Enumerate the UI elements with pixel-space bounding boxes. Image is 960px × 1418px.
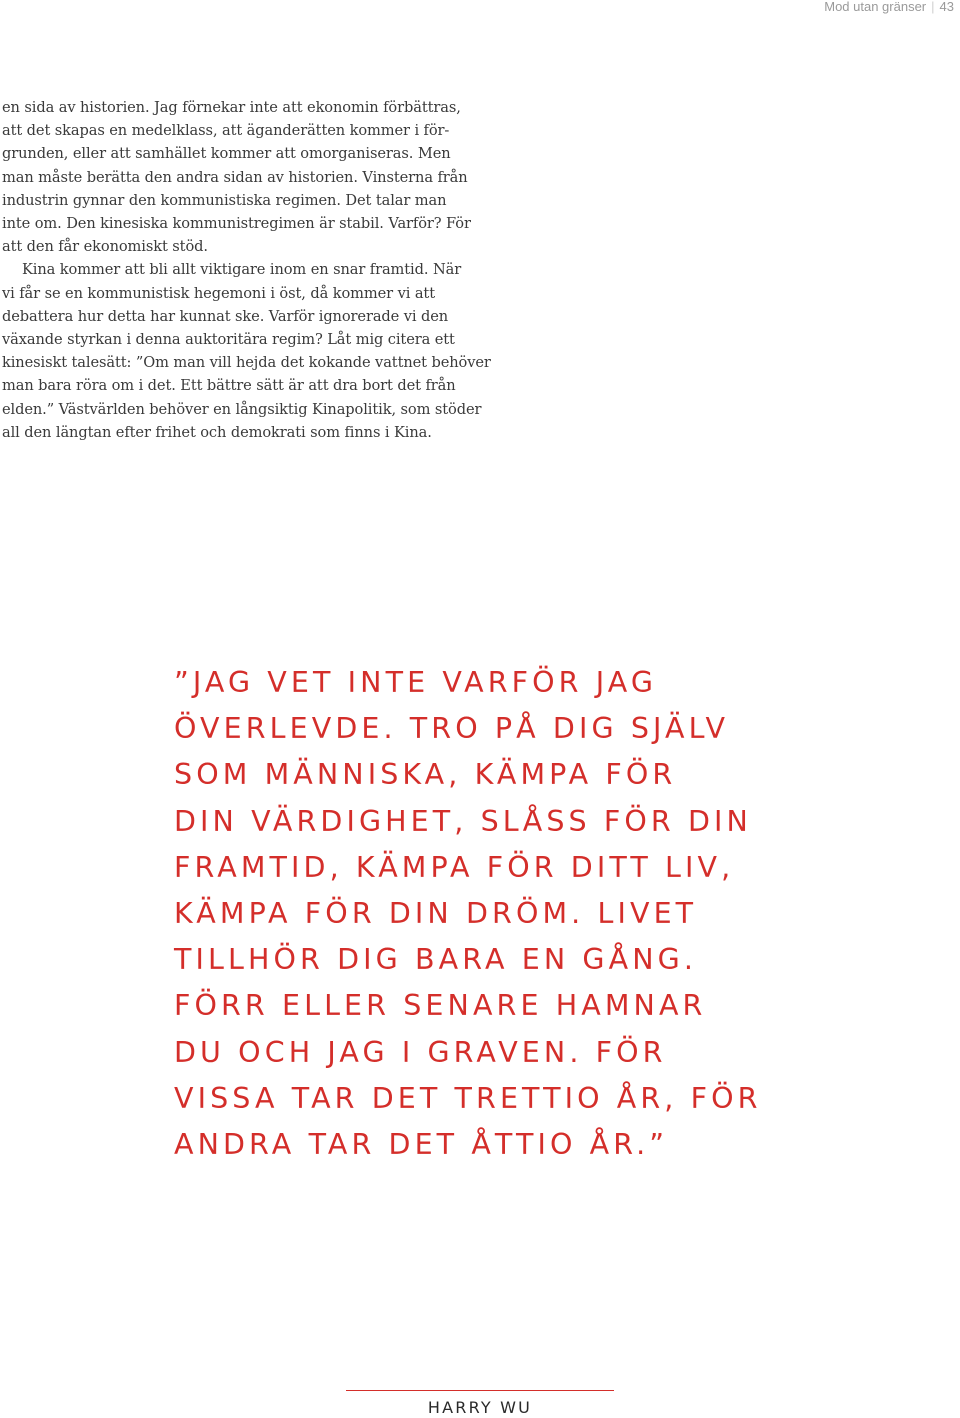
body-line: man måste berätta den andra sidan av historien. Vinsterna från — [2, 168, 468, 186]
header-separator: | — [931, 0, 935, 14]
quote-line: KÄMPA FÖR DIN DRÖM. LIVET — [174, 897, 698, 931]
quote-author: HARRY WU — [427, 1398, 533, 1417]
body-line: kinesiskt talesätt: ”Om man vill hejda det kokande vattnet behöver — [2, 354, 491, 372]
body-line: Kina kommer att bli allt viktigare inom en snar framtid. När — [22, 261, 462, 279]
quote-line: ÖVERLEVDE. TRO PÅ DIG SJÄLV — [174, 712, 730, 746]
body-line: debattera hur detta har kunnat ske. Varför ignorerade vi den — [2, 307, 449, 325]
body-line: en sida av historien. Jag förnekar inte att ekonomin förbättras, — [2, 99, 461, 116]
body-line: inte om. Den kinesiska kommunistregimen är stabil. Varför? För — [2, 215, 471, 233]
publication-title: Mod utan gränser — [824, 0, 927, 14]
body-line: all den längtan efter frihet och demokrati som finns i Kina. — [2, 423, 432, 441]
page-header — [824, 0, 954, 14]
body-text — [2, 96, 491, 444]
quote-line: ”JAG VET INTE VARFÖR JAG — [174, 666, 658, 699]
quote-line: ANDRA TAR DET ÅTTIO ÅR.” — [174, 1128, 669, 1162]
body-line: man bara röra om i det. Ett bättre sätt är att dra bort det från — [2, 377, 456, 395]
quote-line: DIN VÄRDIGHET, SLÅSS FÖR DIN — [174, 804, 752, 838]
body-line: industrin gynnar den kommunistiska regimen. Det talar man — [2, 191, 447, 209]
body-line: att det skapas en medelklass, att äganderätten kommer i för- — [2, 122, 450, 140]
quote-line: SOM MÄNNISKA, KÄMPA FÖR — [174, 758, 677, 792]
quote-line: VISSA TAR DET TRETTIO ÅR, FÖR — [174, 1081, 762, 1115]
author-divider — [346, 1390, 614, 1391]
body-line: grunden, eller att samhället kommer att omorganiseras. Men — [2, 145, 451, 163]
pull-quote — [174, 660, 814, 1168]
body-line: elden.” Västvärlden behöver en långsiktig Kinapolitik, som stöder — [2, 400, 482, 418]
page-number: 43 — [939, 0, 954, 14]
quote-line: DU OCH JAG I GRAVEN. FÖR — [174, 1035, 667, 1069]
body-line: växande styrkan i denna auktoritära regim? Låt mig citera ett — [2, 331, 455, 349]
quote-line: FÖRR ELLER SENARE HAMNAR — [174, 989, 707, 1023]
quote-line: FRAMTID, KÄMPA FÖR DITT LIV, — [174, 850, 735, 884]
body-line: vi får se en kommunistisk hegemoni i öst, då kommer vi att — [2, 284, 435, 302]
body-line: att den får ekonomiskt stöd. — [2, 238, 208, 256]
quote-line: TILLHÖR DIG BARA EN GÅNG. — [174, 943, 697, 977]
